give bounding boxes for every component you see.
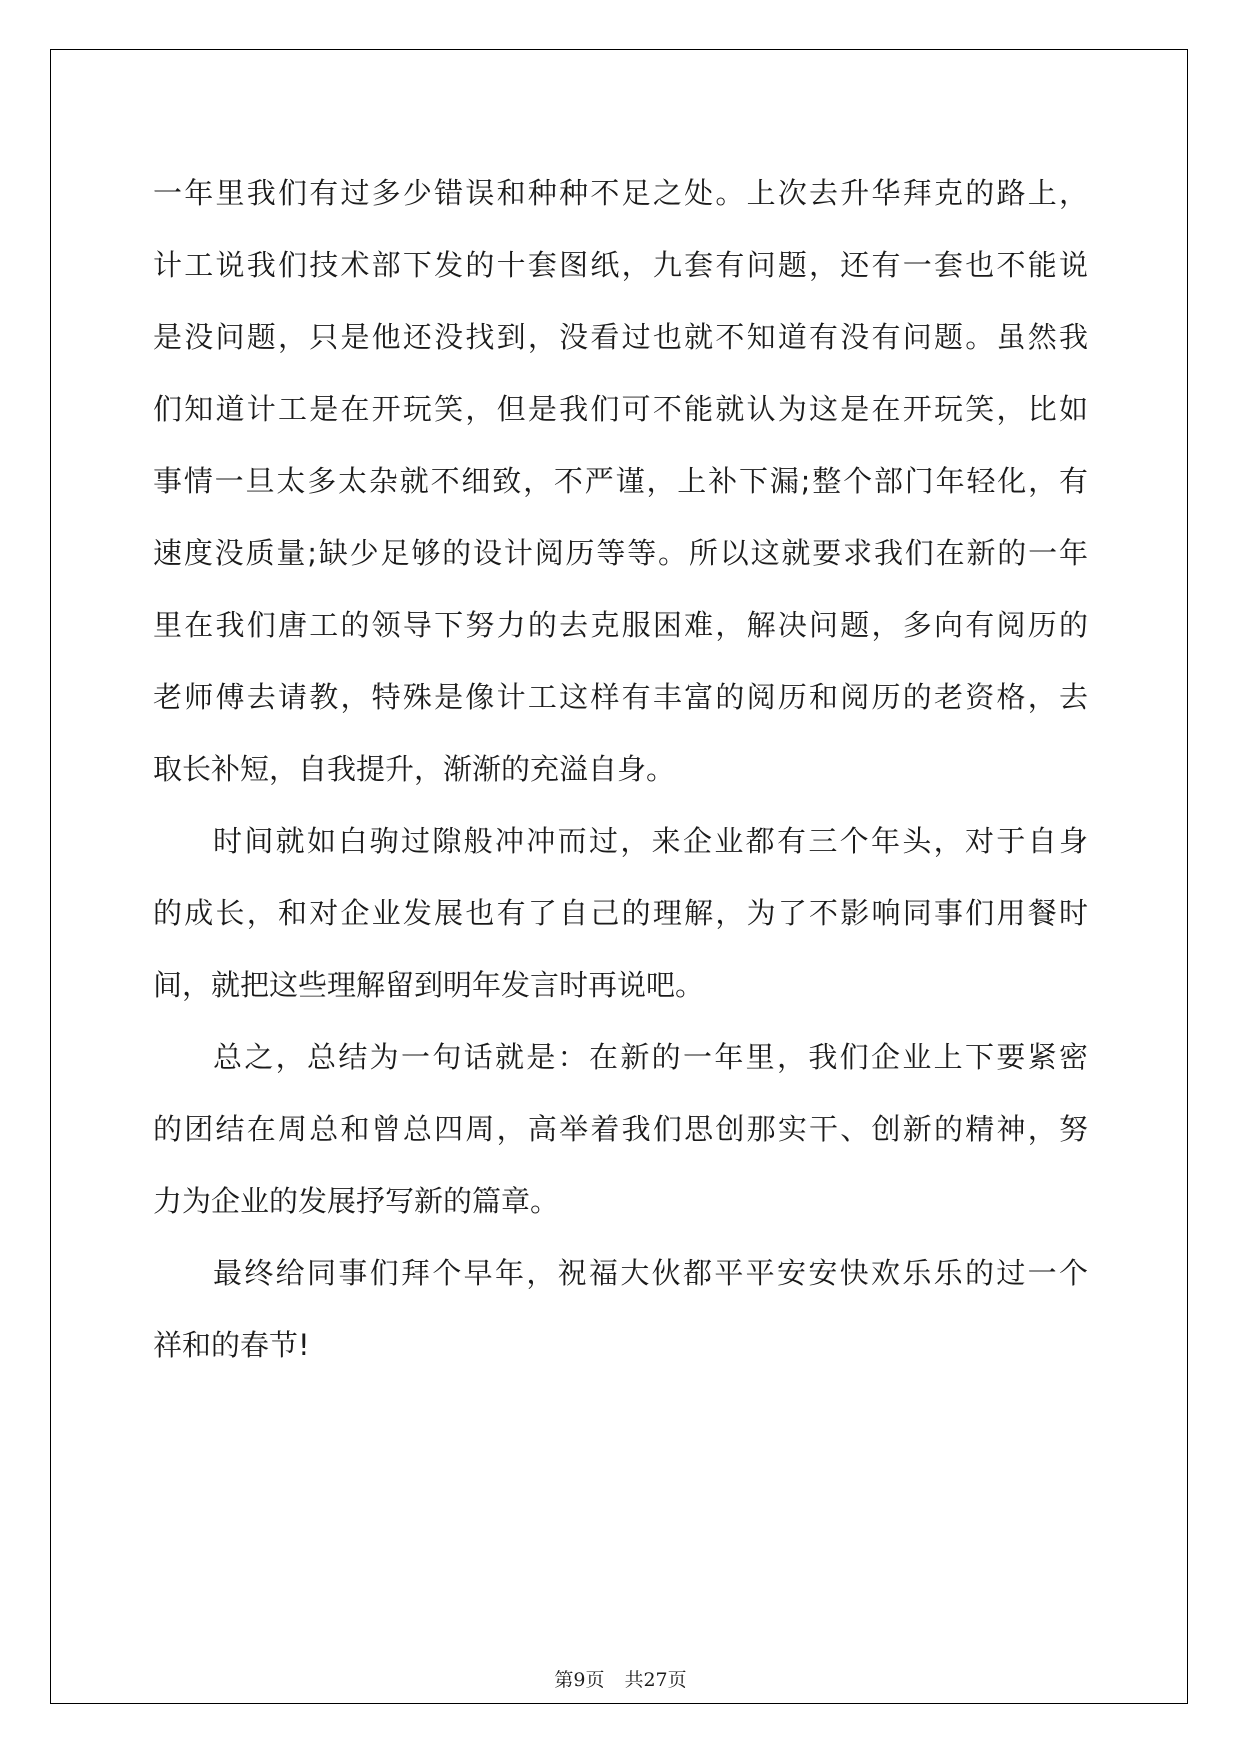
paragraph-line: 事情一旦太多太杂就不细致，不严谨，上补下漏;整个部门年轻化，有	[153, 464, 1088, 498]
paragraph-first-line: 时间就如白驹过隙般冲冲而过，来企业都有三个年头，对于自身	[213, 824, 1088, 858]
paragraph-first-line: 总之，总结为一句话就是：在新的一年里，我们企业上下要紧密	[213, 1040, 1088, 1074]
paragraph-line: 计工说我们技术部下发的十套图纸，九套有问题，还有一套也不能说	[153, 248, 1088, 282]
page-border	[50, 49, 1188, 1704]
paragraph-line: 的团结在周总和曾总四周，高举着我们思创那实干、创新的精神，努	[153, 1112, 1088, 1146]
paragraph-line: 老师傅去请教，特殊是像计工这样有丰富的阅历和阅历的老资格，去	[153, 680, 1088, 714]
paragraph-line: 的成长，和对企业发展也有了自己的理解，为了不影响同事们用餐时	[153, 896, 1088, 930]
paragraph-line: 祥和的春节!	[153, 1328, 310, 1362]
page-footer	[0, 1668, 1241, 1692]
paragraph-line: 们知道计工是在开玩笑，但是我们可不能就认为这是在开玩笑，比如	[153, 392, 1088, 426]
paragraph-line: 里在我们唐工的领导下努力的去克服困难，解决问题，多向有阅历的	[153, 608, 1088, 642]
paragraph-first-line: 最终给同事们拜个早年，祝福大伙都平平安安快欢乐乐的过一个	[213, 1256, 1088, 1290]
paragraph-line: 间，就把这些理解留到明年发言时再说吧。	[153, 968, 705, 1002]
total-pages: 共27页	[624, 1669, 687, 1691]
paragraph-line: 是没问题，只是他还没找到，没看过也就不知道有没有问题。虽然我	[153, 320, 1088, 354]
current-page-number: 第9页	[554, 1669, 605, 1691]
paragraph-line: 取长补短，自我提升，渐渐的充溢自身。	[153, 752, 676, 786]
paragraph-line: 力为企业的发展抒写新的篇章。	[153, 1184, 560, 1218]
paragraph-line: 速度没质量;缺少足够的设计阅历等等。所以这就要求我们在新的一年	[153, 536, 1088, 570]
paragraph-line: 一年里我们有过多少错误和种种不足之处。上次去升华拜克的路上，	[153, 176, 1088, 210]
